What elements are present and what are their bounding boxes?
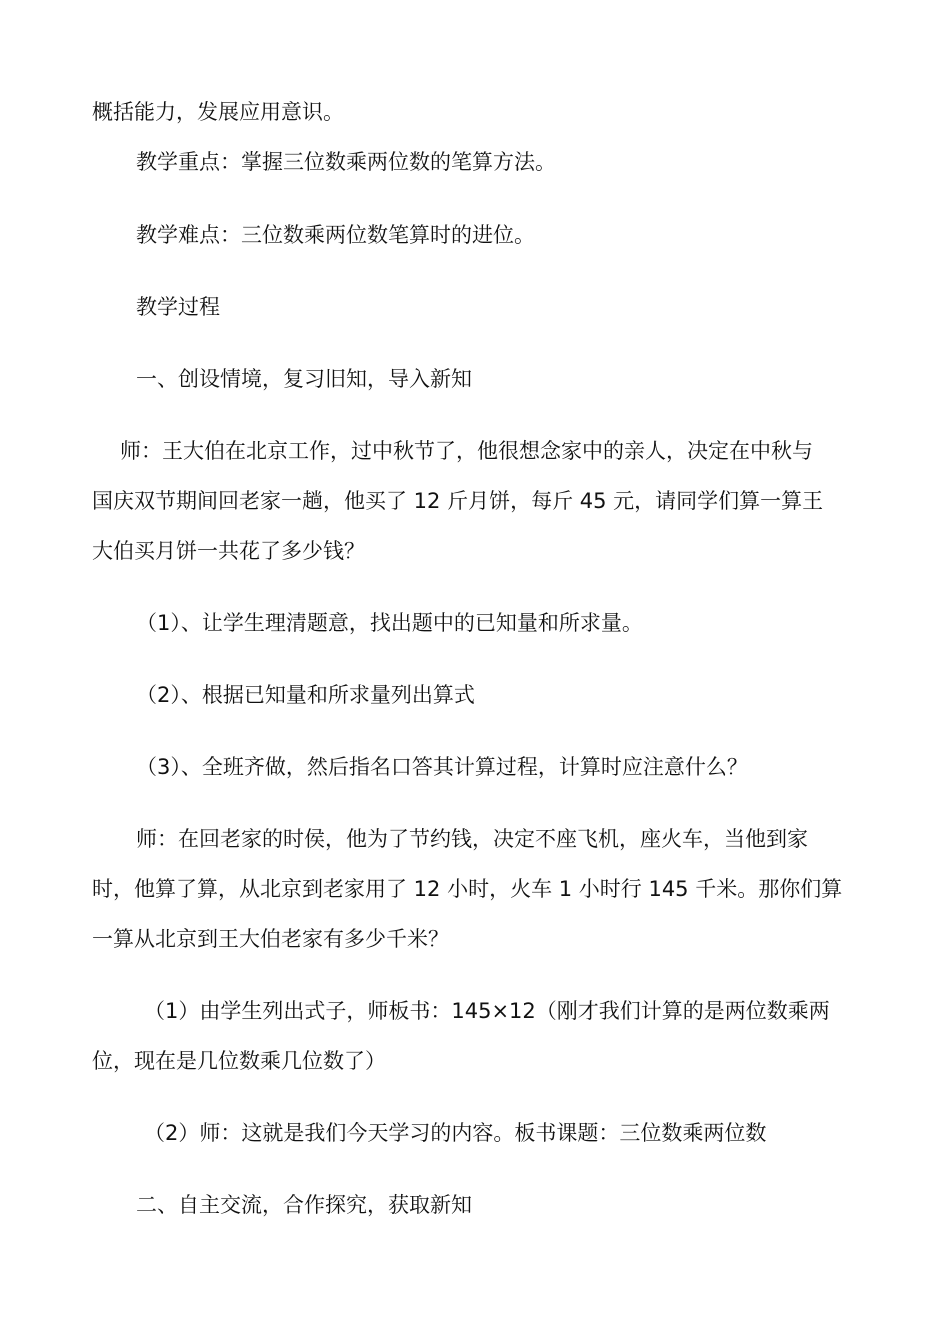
paragraph-1-line-1: 师：王大伯在北京工作，过中秋节了，他很想念家中的亲人，决定在中秋与 [120,439,813,463]
teaching-focus: 教学重点：掌握三位数乘两位数的笔算方法。 [136,150,556,174]
section-two-heading: 二、自主交流，合作探究，获取新知 [136,1193,472,1217]
step-3: （3）、全班齐做，然后指名口答其计算过程，计算时应注意什么？ [136,755,748,779]
paragraph-2-line-2: 时，他算了算，从北京到老家用了 12 小时，火车 1 小时行 145 千米。那你们算 [92,877,843,901]
paragraph-1-line-2: 国庆双节期间回老家一趟，他买了 12 斤月饼，每斤 45 元，请同学们算一算王 [92,489,824,513]
teaching-difficulty: 教学难点：三位数乘两位数笔算时的进位。 [136,223,535,247]
paragraph-1-line-3: 大伯买月饼一共花了多少钱？ [92,539,365,563]
section-one-heading: 一、创设情境，复习旧知，导入新知 [136,367,472,391]
sub-step-1-line-1: （1）由学生列出式子，师板书：145×12（刚才我们计算的是两位数乘两 [144,999,830,1023]
paragraph-2-line-3: 一算从北京到王大伯老家有多少千米？ [92,927,449,951]
text-line-1: 概括能力，发展应用意识。 [92,100,344,124]
step-2: （2）、根据已知量和所求量列出算式 [136,683,475,707]
sub-step-1-line-2: 位，现在是几位数乘几位数了） [92,1049,386,1073]
step-1: （1）、让学生理清题意，找出题中的已知量和所求量。 [136,611,643,635]
paragraph-2-line-1: 师：在回老家的时侯，他为了节约钱，决定不座飞机，座火车，当他到家 [136,827,808,851]
sub-step-2: （2）师：这就是我们今天学习的内容。板书课题：三位数乘两位数 [144,1121,767,1145]
teaching-process-heading: 教学过程 [136,295,220,319]
